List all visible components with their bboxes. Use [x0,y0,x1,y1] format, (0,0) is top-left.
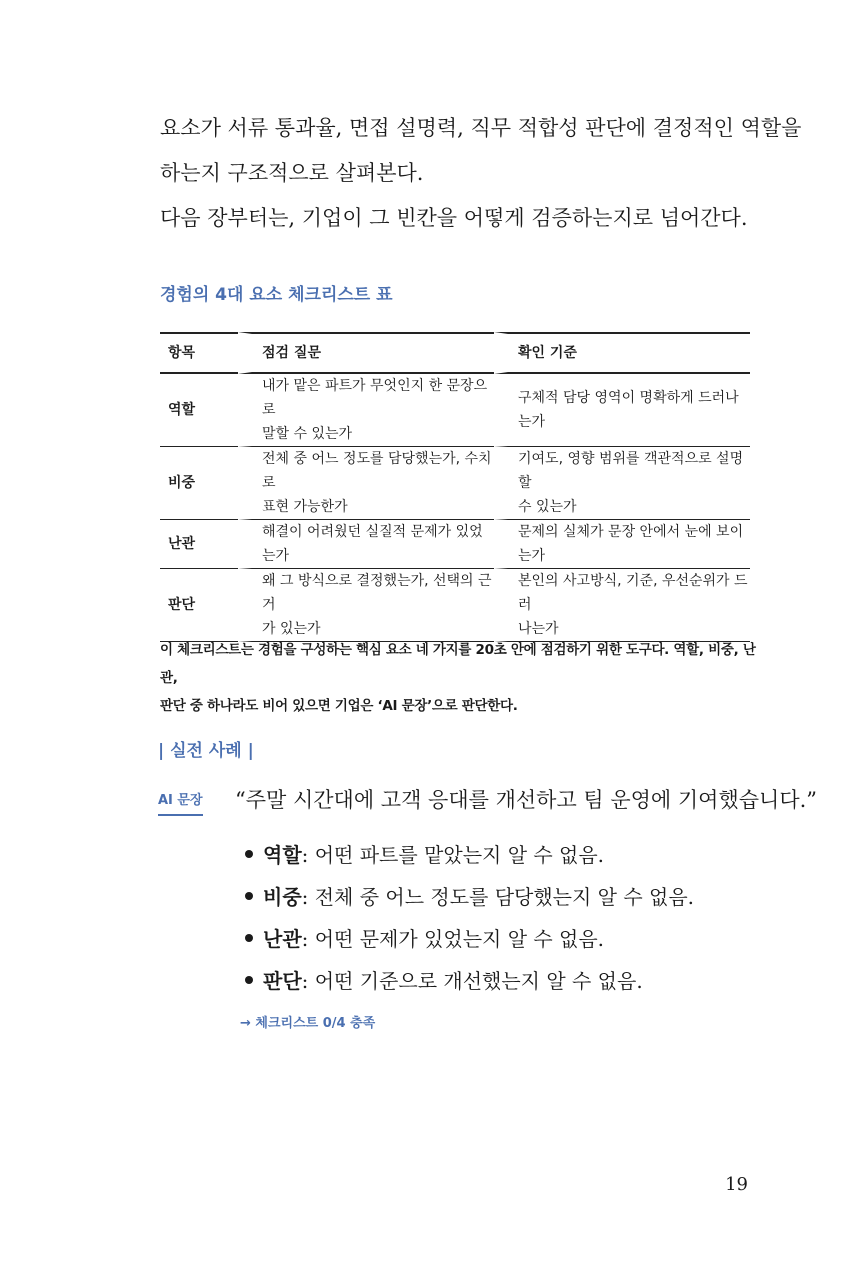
row-question: 해결이 어려웠던 실질적 문제가 있었는가 [238,520,494,569]
list-item: 비중: 전체 중 어느 정도를 담당했는지 알 수 없음. [245,882,694,924]
list-item: 판단: 어떤 기준으로 개선했는지 알 수 없음. [245,966,694,1008]
row-item: 판단 [160,569,238,642]
row-item: 비중 [160,447,238,520]
row-item: 역할 [160,374,238,447]
page-number: 19 [725,1174,748,1195]
table-row [160,520,750,569]
row-question: 왜 그 방식으로 결정했는가, 선택의 근거 가 있는가 [238,569,494,642]
note-line: 이 체크리스트는 경험을 구성하는 핵심 요소 네 가지를 20초 안에 점검하기 위한 도구다. 역할, 비중, 난관, [160,642,756,686]
note-line: 판단 중 하나라도 비어 있으면 기업은 ‘AI 문장’으로 판단한다. [160,698,518,714]
intro-line: 하는지 구조적으로 살펴본다. [160,161,424,185]
header-item: 항목 [160,332,238,374]
intro-paragraph [160,106,802,241]
row-question: 전체 중 어느 정도를 담당했는가, 수치로 표현 가능한가 [238,447,494,520]
case-heading: | 실전 사례 | [158,741,254,761]
header-criteria: 확인 기준 [494,332,750,374]
intro-line: 다음 장부터는, 기업이 그 빈칸을 어떻게 검증하는지로 넘어간다. [160,206,748,230]
list-item: 역할: 어떤 파트를 맡았는지 알 수 없음. [245,840,694,882]
ai-sentence-badge: AI 문장 [158,789,203,816]
bullet-icon [245,850,253,858]
example-quote: “주말 시간대에 고객 응대를 개선하고 팀 운영에 기여했습니다.” [235,788,818,812]
bullet-icon [245,934,253,942]
row-question: 내가 맡은 파트가 무엇인지 한 문장으로 말할 수 있는가 [238,374,494,447]
diagnosis-list [245,840,694,1008]
checklist-table [160,332,750,642]
table-note [160,636,760,720]
table-row [160,447,750,520]
table-row [160,374,750,447]
table-row [160,569,750,642]
row-criteria: 구체적 담당 영역이 명확하게 드러나는가 [494,374,750,447]
bullet-icon [245,892,253,900]
checklist-result: → 체크리스트 0/4 충족 [240,1016,376,1031]
intro-line: 요소가 서류 통과율, 면접 설명력, 직무 적합성 판단에 결정적인 역할을 [160,116,802,140]
header-question: 점검 질문 [238,332,494,374]
row-criteria: 본인의 사고방식, 기준, 우선순위가 드러 나는가 [494,569,750,642]
bullet-icon [245,976,253,984]
table-title: 경험의 4대 요소 체크리스트 표 [160,285,393,305]
row-criteria: 문제의 실체가 문장 안에서 눈에 보이는가 [494,520,750,569]
list-item: 난관: 어떤 문제가 있었는지 알 수 없음. [245,924,694,966]
table-header-row [160,332,750,374]
row-item: 난관 [160,520,238,569]
row-criteria: 기여도, 영향 범위를 객관적으로 설명할 수 있는가 [494,447,750,520]
